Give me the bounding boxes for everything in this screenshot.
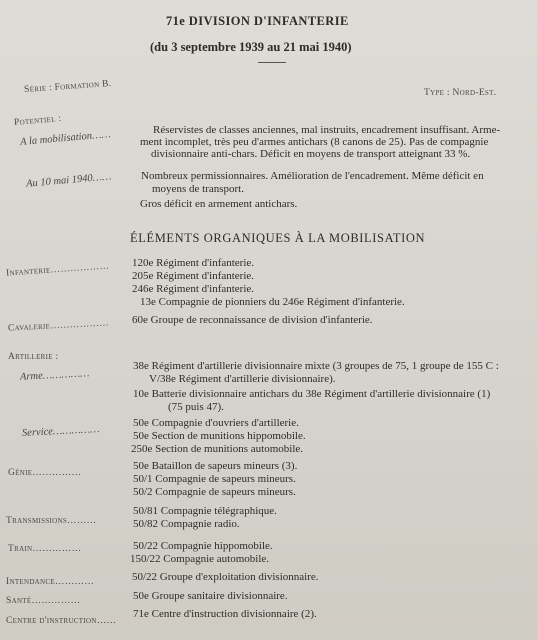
mobilisation-line-1: Réservistes de classes anciennes, mal instruits, encadrement insuffisant. Arme- <box>153 124 501 136</box>
type-label: Type : Nord-Est. <box>424 88 497 98</box>
train-item: 150/22 Compagnie automobile. <box>130 553 270 565</box>
division-title: 71e DIVISION D'INFANTERIE <box>166 14 349 28</box>
train-item: 50/22 Compagnie hippomobile. <box>133 540 273 552</box>
instruction-label: Centre d'instruction…… <box>6 616 117 626</box>
service-item: 50e Section de munitions hippomobile. <box>133 430 306 442</box>
genie-item: 50/1 Compagnie de sapeurs mineurs. <box>133 473 296 485</box>
serie-label: Série : Formation B. <box>23 78 112 96</box>
genie-item: 50/2 Compagnie de sapeurs mineurs. <box>133 486 296 498</box>
arme-item: 10e Batterie divisionnaire antichars du 38e Régiment d'artillerie divisionnaire (1) <box>133 388 491 400</box>
infanterie-item: 13e Compagnie de pionniers du 246e Régiment d'infanterie. <box>140 296 405 308</box>
genie-label: Génie…………… <box>8 468 82 478</box>
service-label: Service…………… <box>21 423 100 440</box>
artillerie-label: Artillerie : <box>8 352 59 362</box>
transmissions-item: 50/81 Compagnie télégraphique. <box>133 505 277 517</box>
infanterie-label: Infanterie……………… <box>5 261 110 279</box>
intendance-item: 50/22 Groupe d'exploitation divisionnaire. <box>132 571 319 583</box>
mobilisation-line-2: ment incomplet, très peu d'armes antichars (8 canons de 25). Pas de compagnie <box>140 136 489 148</box>
infanterie-item: 205e Régiment d'infanterie. <box>132 270 255 282</box>
mai-label: Au 10 mai 1940…… <box>25 171 112 190</box>
arme-item: V/38e Régiment d'artillerie divisionnaire). <box>149 373 336 385</box>
infanterie-item: 246e Régiment d'infanterie. <box>132 283 255 295</box>
cavalerie-label: Cavalerie……………… <box>7 318 110 334</box>
genie-item: 50e Bataillon de sapeurs mineurs (3). <box>133 460 298 472</box>
mai-line-1: Nombreux permissionnaires. Amélioration de l'encadrement. Même déficit en <box>141 170 484 182</box>
transmissions-label: Transmissions……… <box>6 516 97 526</box>
instruction-item: 71e Centre d'instruction divisionnaire (2). <box>133 608 317 620</box>
train-label: Train…………… <box>8 544 82 554</box>
sante-label: Santé…………… <box>6 596 81 606</box>
mobilisation-label: A la mobilisation…… <box>19 129 112 148</box>
intendance-label: Intendance………… <box>6 577 95 587</box>
title-divider <box>258 62 286 63</box>
service-item: 50e Compagnie d'ouvriers d'artillerie. <box>133 417 299 429</box>
mai-line-2: moyens de transport. <box>152 183 244 195</box>
arme-label: Arme…………… <box>19 368 90 383</box>
arme-item: (75 puis 47). <box>168 401 224 413</box>
date-range: (du 3 septembre 1939 au 21 mai 1940) <box>150 40 352 54</box>
section-title: ÉLÉMENTS ORGANIQUES À LA MOBILISATION <box>130 231 426 245</box>
infanterie-item: 120e Régiment d'infanterie. <box>132 257 255 269</box>
cavalerie-item: 60e Groupe de reconnaissance de division d'infanterie. <box>132 314 373 326</box>
potentiel-label: Potentiel : <box>13 113 62 129</box>
mobilisation-line-3: divisionnaire anti-chars. Déficit en moyens de transport atteignant 33 %. <box>151 148 471 160</box>
service-item: 250e Section de munitions automobile. <box>131 443 304 455</box>
arme-item: 38e Régiment d'artillerie divisionnaire mixte (3 groupes de 75, 1 groupe de 155 C : <box>133 360 499 372</box>
sante-item: 50e Groupe sanitaire divisionnaire. <box>133 590 288 602</box>
transmissions-item: 50/82 Compagnie radio. <box>133 518 240 530</box>
mai-line-3: Gros déficit en armement antichars. <box>140 198 298 210</box>
